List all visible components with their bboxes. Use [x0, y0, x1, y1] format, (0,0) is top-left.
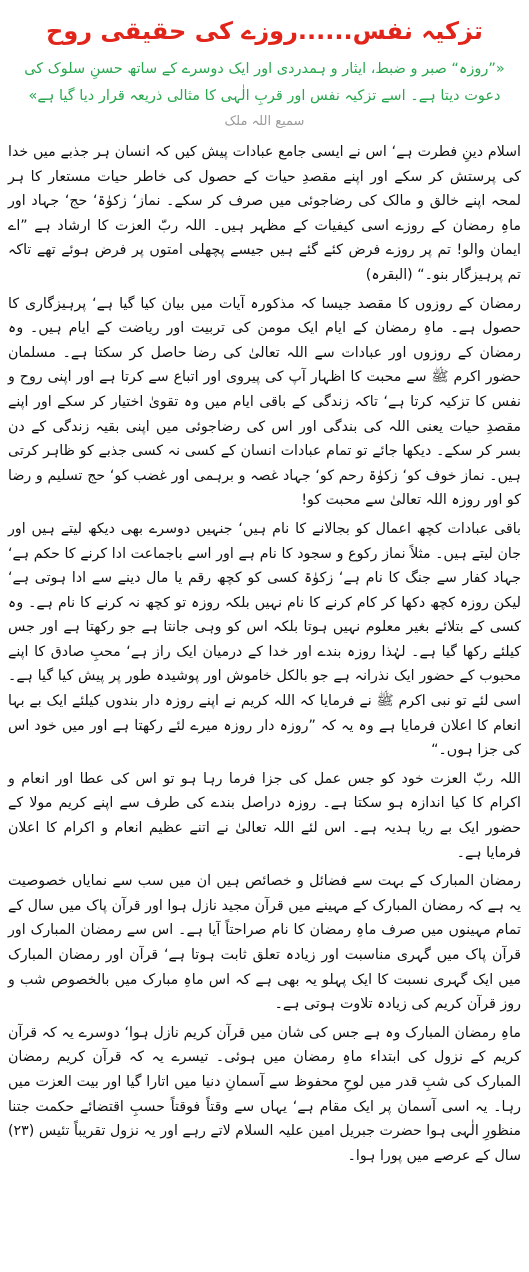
article-title: تزکیہ نفس......روزے کی حقیقی روح	[46, 17, 483, 45]
paragraph-1: اسلام دینِ فطرت ہے‘ اس نے ایسی جامع عبادات پیش کیں کہ انسان ہر جذبے میں خدا کی پرستش کر سکے اور اپنے مقصدِ حیات کے حصول کی خاطر حیات مستعار کا ہر لمحہ اپنے خالق و مالک کی رضاجوئی میں صرف کر سکے۔ نماز‘ زکوٰۃ‘ حج‘ جہاد اور ماہِ رمضان کے روزے اسی کیفیات کے مظہر ہیں۔ اللہ ربّ العزت کا ارشاد ہے ”اے ایمان والو! تم پر روزے فرض کئے گئے ہیں جیسے پچھلی امتوں پر فرض ہوئے تھے تاکہ تم پرہیزگار بنو۔“ (البقرہ)	[8, 144, 521, 283]
paragraph-5: رمضان المبارک کے بہت سے فضائل و خصائص ہیں ان میں سب سے نمایاں خصوصیت یہ ہے کہ رمضان المبارک کے مہینے میں قرآن مجید نازل ہوا اور قرآن پاک میں سال کے تمام مہینوں میں صرف ماہِ رمضان کا نام صراحتاً آیا ہے۔ اس سے رمضان المبارک اور قرآن پاک میں گہری مناسبت اور زیادہ تعلق ثابت ہوتا ہے‘ قرآن اور رمضان المبارک میں ایک گہری نسبت کا ایک پہلو یہ بھی ہے کہ اس ماہِ مبارک میں بالخصوص شب و روز قرآن کریم کی زیادہ تلاوت ہوتی ہے۔	[8, 873, 521, 1013]
paragraph-2: رمضان کے روزوں کا مقصد جیسا کہ مذکورہ آیات میں بیان کیا گیا ہے‘ پرہیزگاری کا حصول ہے۔ ماہِ رمضان کے ایام ایک مومن کی تربیت اور ریاضت کے ایام ہیں۔ وہ رمضان کے روزوں اور عبادات سے اللہ تعالیٰ کی رضا حاصل کر سکتا ہے۔ مسلمان حضور اکرم ﷺ سے محبت کا اظہار آپ کی پیروی اور اتباع سے کرتا ہے اور اپنی روح و نفس کا تزکیہ کرتا ہے‘ تاکہ زندگی کے باقی ایام میں وہ تقویٰ اختیار کر سکے اور اپنے مقصدِ حیات یعنی اللہ کی بندگی اور اس کی رضاجوئی میں اپنی بقیہ زندگی کے دن بسر کر سکے۔ دیکھا جائے تو تمام عبادات انسان کے کسی نہ کسی جذبے کو ظاہر کرتی ہیں۔ نماز خوف کو‘ زکوٰۃ رحم کو‘ جہاد غصہ و برہمی اور غضب کو‘ حج تسلیم و رضا کو اور روزہ اللہ تعالیٰ سے محبت کو!	[8, 295, 521, 509]
article-intro: «”روزہ“ صبر و ضبط، ایثار و ہمدردی اور ایک دوسرے کے ساتھ حسنِ سلوک کی دعوت دیتا ہے۔ اسے تزکیہ نفس اور قربِ الٰہی کا مثالی ذریعہ قرار دیا گیا ہے»	[24, 61, 505, 104]
paragraph-6: ماہِ رمضان المبارک وہ ہے جس کی شان میں قرآن کریم نازل ہوا‘ دوسرے یہ کہ قرآن کریم کے نزول کی ابتداء ماہِ رمضان میں ہوئی۔ تیسرے یہ کہ قرآن کریم رمضان المبارک کی شبِ قدر میں لوحِ محفوظ سے آسمانِ دنیا میں اتارا گیا اور بیت العزت میں رہا۔ یہ اسی آسمان پر ایک مقام ہے‘ یہاں سے وقتاً فوقتاً حسبِ اقتضائے حکمت جتنا منظورِ الٰہی ہوا حضرت جبریل امین علیہ السلام لاتے رہے اور یہ نزول تقریباً تئیس (۲۳) سال کے عرصے میں پورا ہوا۔	[8, 1024, 521, 1164]
paragraph-3: باقی عبادات کچھ اعمال کو بجالانے کا نام ہیں‘ جنہیں دوسرے بھی دیکھ لیتے ہیں اور جان لیتے ہیں۔ مثلاً نماز رکوع و سجود کا نام ہے اور اسے باجماعت ادا کرنے کا حکم ہے‘ جہاد کفار سے جنگ کا نام ہے‘ زکوٰۃ کسی کو کچھ رقم یا مال دینے سے ادا ہوتی ہے‘ لیکن روزہ کچھ دکھا کر کام کرنے کا نام نہیں بلکہ روزہ تو کچھ نہ کرنے کا نام ہے۔ وہ کسی کے بتلائے بغیر معلوم نہیں ہوتا بلکہ اس کو وہی جانتا ہے جو رکھتا ہے اور جس کیلئے رکھا گیا ہے۔ لہٰذا روزہ بندے اور خدا کے درمیان ایک راز ہے‘ محبِ صادق کا اپنے محبوب کے حضور ایک نذرانہ ہے جو بالکل خاموش اور پوشیدہ طور پر پیش کیا گیا ہے۔ اسی لئے تو نبی اکرم ﷺ نے فرمایا کہ اللہ کریم نے اپنے روزہ دار بندوں کیلئے ایک بے بہا انعام کا اعلان فرمایا ہے وہ یہ کہ ”روزہ دار روزہ میرے لئے رکھتا ہے اور میں خود اس کی جزا ہوں۔“	[8, 520, 521, 759]
article-page	[0, 14, 529, 1272]
paragraph-4: اللہ ربّ العزت خود کو جس عمل کی جزا فرما رہا ہو تو اس کی عطا اور انعام و اکرام کا کیا اندازہ ہو سکتا ہے۔ روزہ دراصل بندے کی طرف سے اپنے کریم مولا کے حضور ایک بے ریا ہدیہ ہے۔ اس لئے اللہ تعالیٰ نے اتنے عظیم انعام و اکرام کا اعلان فرمایا ہے۔	[8, 770, 521, 861]
author-name: سمیع اللہ ملک	[224, 114, 305, 129]
